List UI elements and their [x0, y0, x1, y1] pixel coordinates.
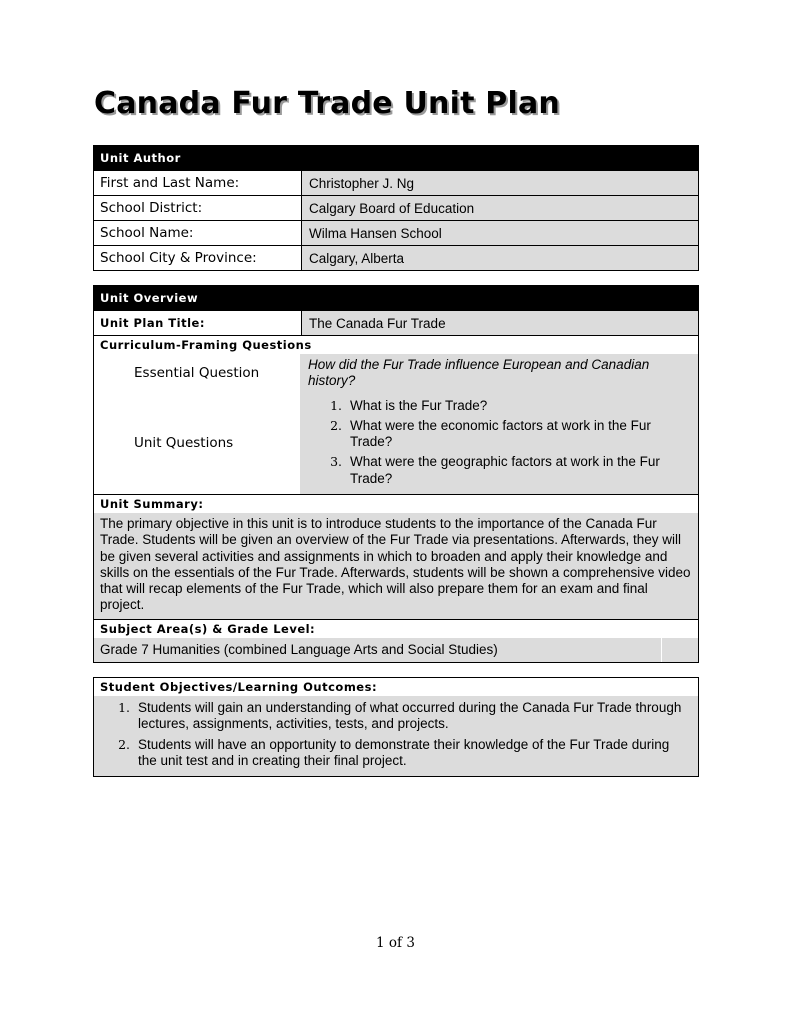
page-title: Canada Fur Trade Unit Plan — [94, 86, 560, 121]
unit-questions-label: Unit Questions — [134, 435, 234, 451]
plan-title-value: The Canada Fur Trade — [302, 311, 698, 335]
author-name-value: Christopher J. Ng — [302, 171, 698, 195]
list-text: Students will have an opportunity to demonstrate their knowledge of the Fur Trade during the unit test and in creating their final project. — [138, 736, 670, 768]
plan-title-row — [94, 310, 698, 335]
school-district-label: School District: — [94, 196, 302, 220]
author-name-label: First and Last Name: — [94, 171, 302, 195]
list-item — [318, 418, 690, 451]
school-city-label: School City & Province: — [94, 246, 302, 270]
author-name-row — [94, 170, 698, 195]
subject-area-value: Grade 7 Humanities (combined Language Arts and Social Studies) — [94, 638, 662, 662]
objectives-table — [93, 677, 699, 777]
cfq-labels — [94, 354, 300, 494]
school-city-value: Calgary, Alberta — [302, 246, 698, 270]
list-text: Students will gain an understanding of what occurred during the Canada Fur Trade through lectures, assignments, activities, tests, and projects. — [138, 700, 682, 732]
list-number: 3. — [330, 454, 342, 470]
plan-title-label: Unit Plan Title: — [94, 311, 302, 335]
essential-question-label: Essential Question — [134, 365, 260, 381]
list-item — [318, 454, 690, 487]
unit-overview-header: Unit Overview — [94, 286, 698, 310]
school-name-label: School Name: — [94, 221, 302, 245]
list-item — [114, 700, 690, 733]
essential-question-value: How did the Fur Trade influence European and Canadian history? — [308, 357, 650, 389]
school-district-value: Calgary Board of Education — [302, 196, 698, 220]
unit-summary-text: The primary objective in this unit is to introduce students to the importance of the Canada Fur Trade. Students will be given an overview of the Fur Trade via presentations. Afterwards, they will be given several activities and assignments in which to broaden and apply their knowledge and skills on the essentials of the Fur Trade. Afterwards, students will be shown a comprehensive video that will recap elements of the Fur Trade, which will also prepare them for an exam and final project. — [94, 513, 698, 619]
list-item — [318, 398, 690, 414]
unit-author-header: Unit Author — [94, 146, 698, 170]
list-number: 2. — [118, 736, 130, 752]
objectives-label: Student Objectives/Learning Outcomes: — [100, 680, 378, 694]
list-text: What were the geographic factors at work in the Fur Trade? — [350, 454, 660, 486]
page-number: 1 of 3 — [376, 935, 415, 951]
subject-area-row — [94, 638, 698, 662]
school-city-row — [94, 245, 698, 270]
unit-questions-list — [308, 398, 690, 487]
cfq-label: Curriculum-Framing Questions — [94, 335, 698, 354]
unit-summary-label: Unit Summary: — [94, 494, 698, 513]
list-number: 2. — [330, 417, 342, 433]
cfq-section — [94, 354, 698, 494]
subject-area-extra-cell — [662, 638, 698, 662]
unit-author-table — [93, 145, 699, 271]
school-name-row — [94, 220, 698, 245]
objectives-list — [94, 696, 698, 776]
school-district-row — [94, 195, 698, 220]
subject-area-label: Subject Area(s) & Grade Level: — [94, 619, 698, 638]
school-name-value: Wilma Hansen School — [302, 221, 698, 245]
unit-overview-table — [93, 285, 699, 663]
list-item — [114, 737, 690, 770]
list-number: 1. — [118, 700, 130, 715]
list-number: 1. — [330, 397, 342, 413]
list-text: What is the Fur Trade? — [350, 397, 488, 413]
list-text: What were the economic factors at work in the Fur Trade? — [350, 417, 651, 450]
cfq-values — [300, 354, 698, 494]
